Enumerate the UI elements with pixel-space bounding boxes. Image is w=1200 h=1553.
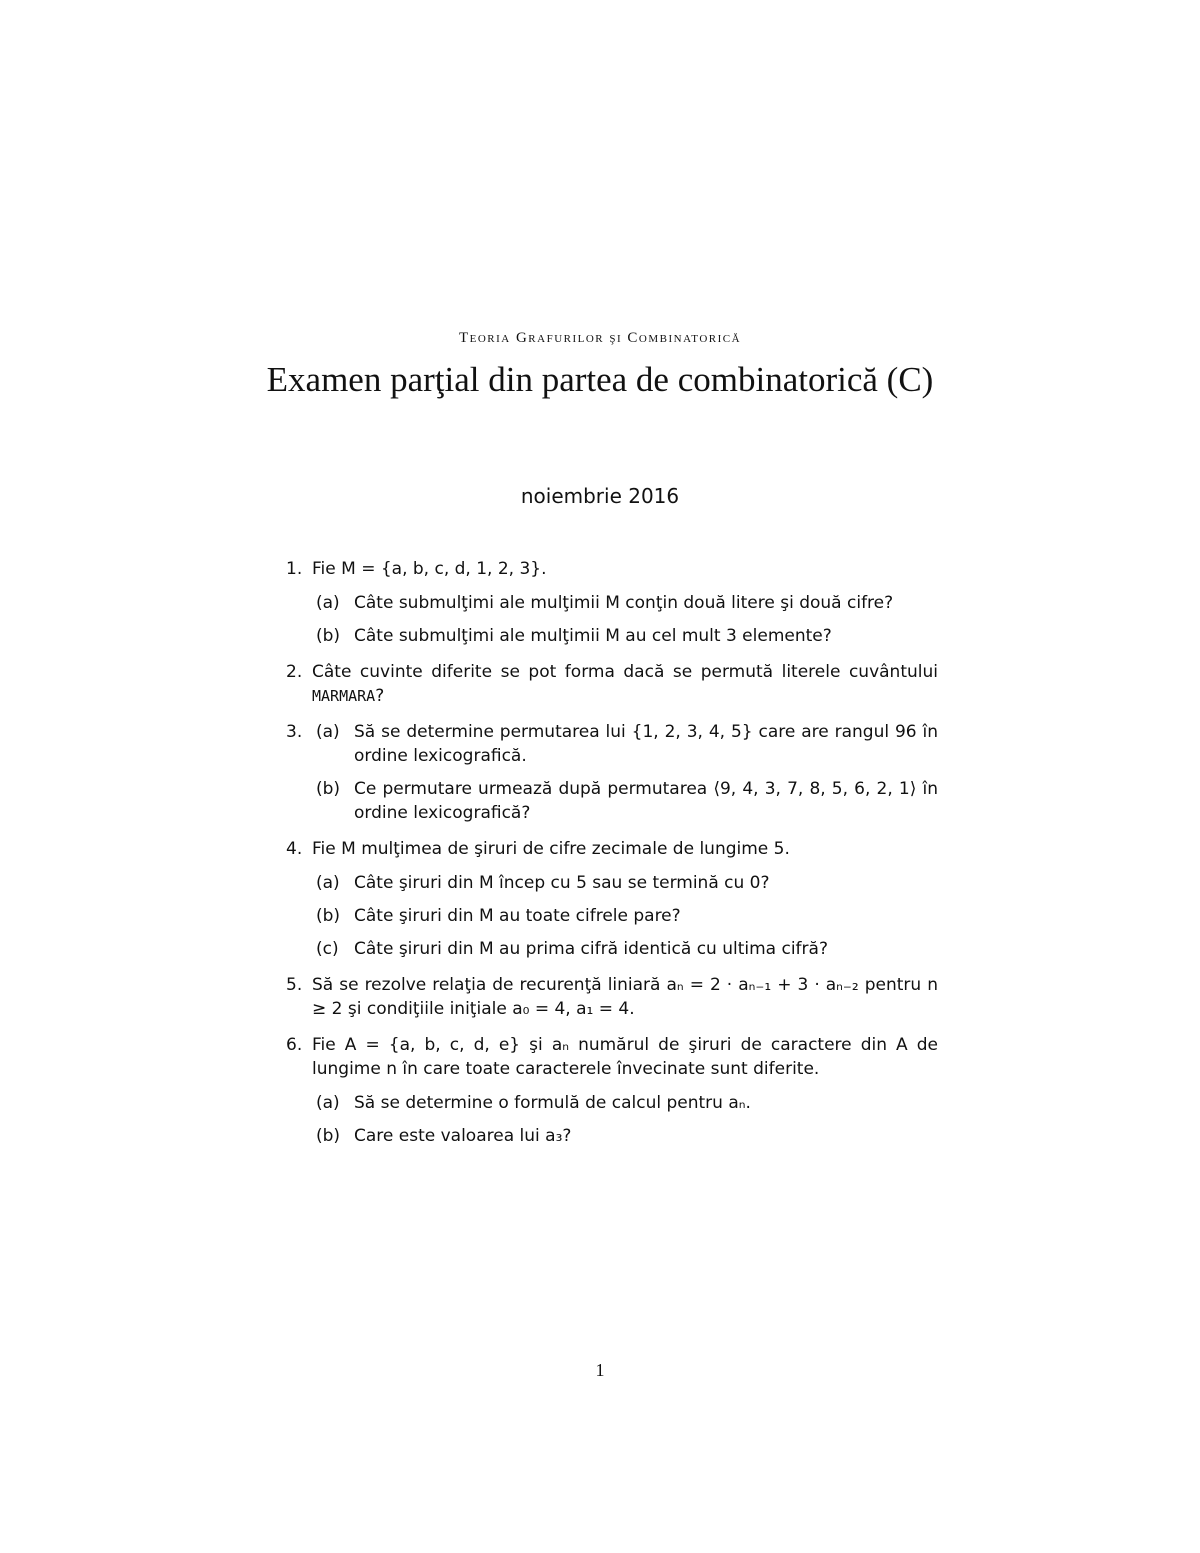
course-name: Teoria Grafurilor şi Combinatorică bbox=[458, 330, 742, 346]
subquestion-label: (c) bbox=[316, 939, 339, 959]
subquestion-label: (a) bbox=[316, 873, 340, 893]
subquestion-text: Să se determine o formulă de calcul pentru aₙ. bbox=[354, 1093, 751, 1113]
subquestion-label: (a) bbox=[316, 593, 340, 613]
subquestion bbox=[312, 937, 938, 961]
subquestion-text: Ce permutare urmează după permutarea ⟨9, 4, 3, 7, 8, 5, 6, 2, 1⟩ în ordine lexicografică? bbox=[354, 779, 938, 823]
problem-number: 1. bbox=[286, 559, 303, 579]
subquestion-text: Câte submulţimi ale mulţimii M au cel mult 3 elemente? bbox=[354, 626, 832, 646]
subquestion-label: (b) bbox=[316, 626, 341, 646]
problem-5 bbox=[286, 973, 938, 1021]
problem-text bbox=[312, 660, 938, 708]
subquestion-list bbox=[312, 871, 938, 961]
subquestion bbox=[312, 904, 938, 928]
subquestion-label: (a) bbox=[316, 1093, 340, 1113]
subquestion bbox=[286, 720, 938, 768]
problem-number: 6. bbox=[286, 1035, 303, 1055]
word-marmara: MARMARA bbox=[312, 687, 376, 705]
problem-number: 5. bbox=[286, 975, 303, 995]
problem-list bbox=[286, 557, 938, 1160]
subquestion-label: (a) bbox=[316, 722, 340, 742]
subquestion bbox=[312, 591, 938, 615]
subquestion bbox=[312, 1124, 938, 1148]
problem-text: Fie M = {a, b, c, d, 1, 2, 3}. bbox=[312, 559, 547, 579]
problem-4 bbox=[286, 837, 938, 961]
subquestion-text: Câte şiruri din M încep cu 5 sau se termină cu 0? bbox=[354, 873, 770, 893]
subquestion-text: Câte şiruri din M au toate cifrele pare? bbox=[354, 906, 681, 926]
subquestion-text: Care este valoarea lui a₃? bbox=[354, 1126, 572, 1146]
question-mark: ? bbox=[375, 686, 385, 706]
exam-date: noiembrie 2016 bbox=[520, 484, 680, 508]
problem-text: Fie A = {a, b, c, d, e} şi aₙ numărul de şiruri de caractere din A de lungime n în care toate caracterele învecinate sunt diferite. bbox=[312, 1035, 938, 1079]
subquestion-label: (b) bbox=[316, 1126, 341, 1146]
subquestion-text: Câte şiruri din M au prima cifră identică cu ultima cifră? bbox=[354, 939, 828, 959]
problem-number: 4. bbox=[286, 839, 303, 859]
subquestion-text: Câte submulţimi ale mulţimii M conţin două litere şi două cifre? bbox=[354, 593, 894, 613]
problem-2 bbox=[286, 660, 938, 708]
subquestion-list bbox=[312, 1091, 938, 1148]
problem-text-main: Câte cuvinte diferite se pot forma dacă se permută literele cuvântului bbox=[312, 662, 938, 682]
problem-text: Să se rezolve relaţia de recurenţă liniară aₙ = 2 · aₙ₋₁ + 3 · aₙ₋₂ pentru n ≥ 2 şi condiţiile iniţiale a₀ = 4, a₁ = 4. bbox=[312, 975, 938, 1019]
subquestion bbox=[312, 624, 938, 648]
subquestion-label: (b) bbox=[316, 906, 341, 926]
page-title: Examen parţial din partea de combinatorică (C) bbox=[266, 360, 934, 399]
problem-3 bbox=[286, 720, 938, 825]
problem-6 bbox=[286, 1033, 938, 1148]
subquestion bbox=[312, 777, 938, 825]
problem-number: 2. bbox=[286, 662, 303, 682]
subquestion bbox=[312, 871, 938, 895]
problem-1 bbox=[286, 557, 938, 648]
subquestion-label: (b) bbox=[316, 779, 341, 799]
problem-number: 3. bbox=[286, 722, 303, 742]
subquestion-text: Să se determine permutarea lui {1, 2, 3, 4, 5} care are rangul 96 în ordine lexicografică. bbox=[354, 722, 938, 766]
subquestion-list bbox=[312, 591, 938, 648]
subquestion bbox=[312, 1091, 938, 1115]
problem-text: Fie M mulţimea de şiruri de cifre zecimale de lungime 5. bbox=[312, 839, 790, 859]
page-number: 1 bbox=[595, 1360, 605, 1380]
